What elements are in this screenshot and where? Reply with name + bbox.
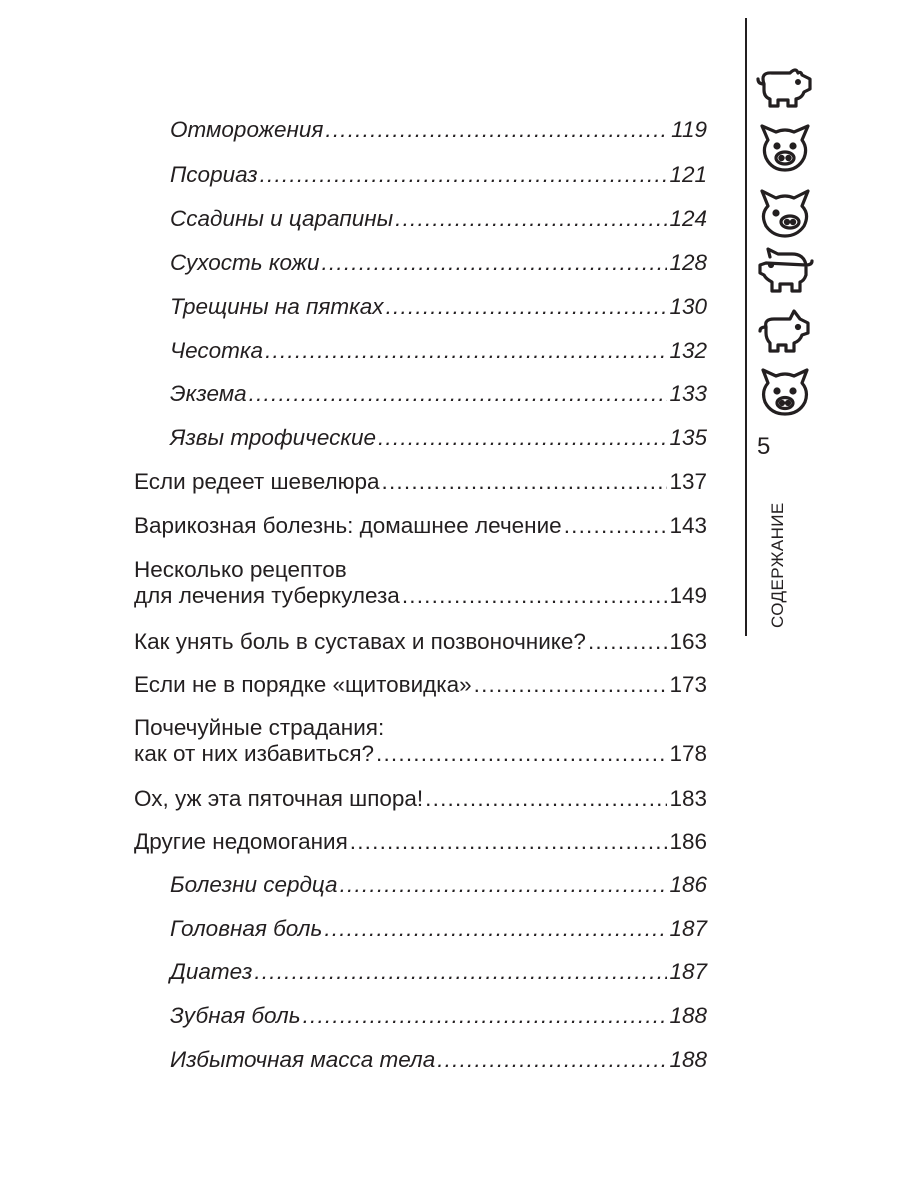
toc-entry-page: 128 [669,250,707,275]
toc-entry-title: как от них избавиться? [134,741,375,766]
toc-entry-title: для лечения туберкулеза [134,583,400,608]
toc-entry-title: Избыточная масса тела [170,1047,436,1072]
toc-entry-title-line1: Почечуйные страдания: [134,715,385,740]
dot-leader [425,786,667,812]
toc-entry-title: Если редеет шевелюра [134,469,380,494]
toc-entry-page: 149 [669,583,707,608]
toc-entry-page: 187 [669,916,707,941]
toc-entry-page: 143 [669,513,707,538]
dot-leader [402,583,668,609]
toc-entry-title: Диатез [170,959,253,984]
toc-entry-title: Отморожения [170,117,324,142]
toc-entry-page: 130 [669,294,707,319]
toc-entry-title: Чесотка [170,338,264,363]
toc-entry-page: 135 [669,425,707,450]
dot-leader [249,381,668,407]
pig-side-left-icon [754,245,816,299]
toc-entry-title: Псориаз [170,162,258,187]
toc-entry-page: 137 [669,469,707,494]
pig-side-sitting-icon [754,305,816,359]
pig-side-right-icon [754,62,816,116]
dot-leader [324,916,667,942]
toc-entry-title: Головная боль [170,916,323,941]
dot-leader [564,513,668,539]
toc-entry-title: Язвы трофические [170,425,376,450]
toc-entry-page: 121 [669,162,707,187]
dot-leader [474,672,668,698]
dot-leader [395,206,667,232]
toc-entry-page: 187 [669,959,707,984]
toc-entry-page: 183 [669,786,707,811]
toc-entry-title: Сухость кожи [170,250,320,275]
toc-entry-title: Ссадины и царапины [170,206,394,231]
toc-entry-title: Как унять боль в суставах и позвоночнике? [134,629,586,654]
toc-entry-title-line1: Несколько рецептов [134,557,347,582]
dot-leader [321,250,667,276]
dot-leader [260,162,668,188]
toc-entry-page: 186 [669,829,707,854]
toc-entry-title: Другие недомогания [134,829,348,854]
toc-entry-page: 133 [669,381,707,406]
toc-entry-page: 119 [671,117,707,142]
dot-leader [376,741,667,767]
toc-entry-page: 132 [669,338,707,363]
dot-leader [303,1003,668,1029]
dot-leader [378,425,667,451]
dot-leader [386,294,668,320]
toc-entry-title: Экзема [170,381,247,406]
running-head: СОДЕРЖАНИЕ [768,502,787,628]
toc-entry-title: Болезни сердца [170,872,338,897]
pig-head-profile-icon [754,186,816,240]
toc-entry-page: 124 [669,206,707,231]
toc-entry-title: Если не в порядке «щитовидка» [134,672,472,697]
toc-entry-page: 188 [669,1003,707,1028]
dot-leader [350,829,668,855]
toc-entry-title: Зубная боль [170,1003,301,1028]
dot-leader [265,338,667,364]
toc-entry-page: 188 [669,1047,707,1072]
pig-face-round-icon [754,365,816,419]
toc-entry-title: Варикозная болезнь: домашнее лечение [134,513,562,538]
toc-entry-page: 186 [669,872,707,897]
toc-entry-page: 173 [669,672,707,697]
dot-leader [254,959,667,985]
dot-leader [437,1047,667,1073]
dot-leader [340,872,668,898]
toc-entry-page: 163 [669,629,707,654]
dot-leader [382,469,668,495]
dot-leader [588,629,668,655]
toc-entry-title: Трещины на пятках [170,294,384,319]
sidebar-divider [745,18,747,636]
page-number: 5 [757,433,771,460]
pig-face-icon [754,122,816,176]
dot-leader [325,117,669,143]
toc-entry-page: 178 [669,741,707,766]
toc-entry-title: Ох, уж эта пяточная шпора! [134,786,424,811]
